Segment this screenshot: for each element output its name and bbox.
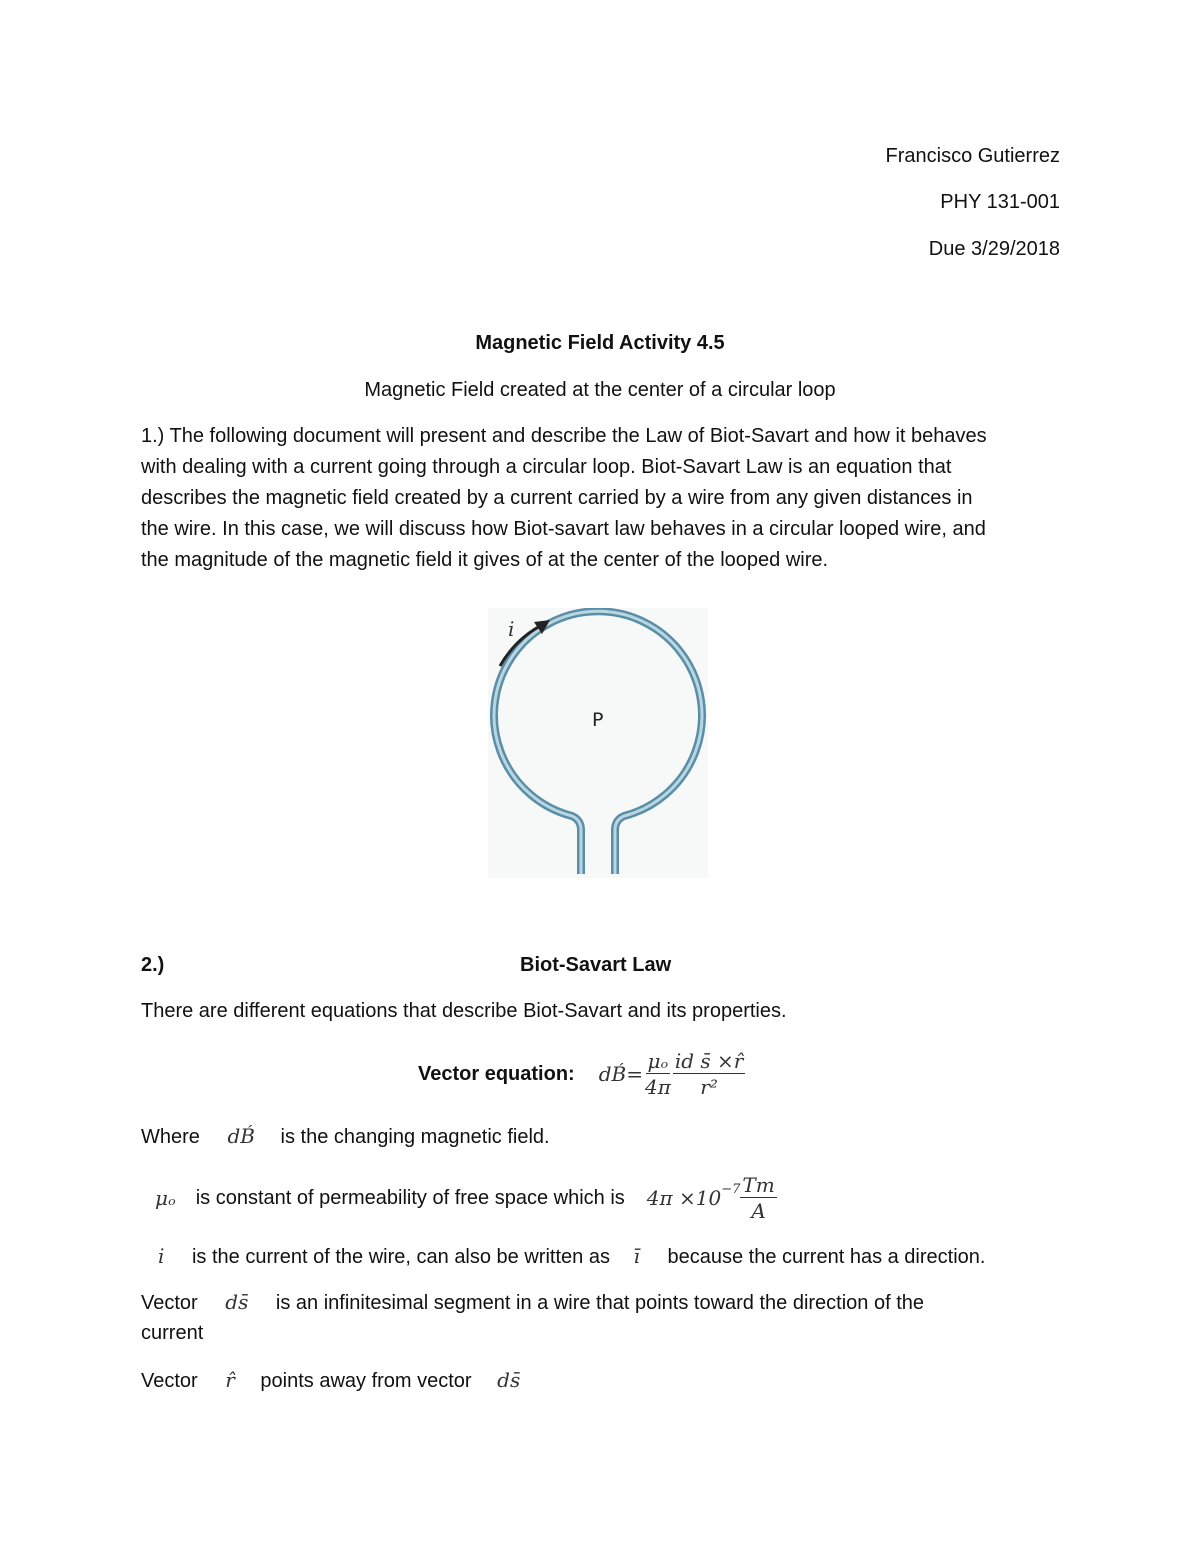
equation-num2: id s̄ ×r̂ [674,1049,744,1073]
loop-diagram [488,608,708,878]
ds-symbol: ds̄ [225,1290,249,1314]
due-date: Due 3/29/2018 [928,238,1060,260]
page-subtitle: Magnetic Field created at the center of a circular loop [364,379,836,401]
author-name: Francisco Gutierrez [885,145,1060,167]
ds-description: is an infinitesimal segment in a wire that points toward the direction of the [275,1292,925,1314]
r-line [141,1365,520,1397]
current-line [158,1241,985,1273]
mu-unit-fraction [740,1175,776,1221]
section1-line: 1.) The following document will present and describe the Law of Biot-Savart and how it behaves [141,425,987,447]
section1-line: describes the magnetic field created by a current carried by a wire from any given distances in [141,487,973,509]
r-description: points away from vector [260,1370,472,1392]
current-label: i [508,617,515,641]
where-db-line [141,1121,550,1153]
circular-loop-figure [488,608,708,878]
equation-den1: 4π [644,1075,671,1099]
mu-unit-den: A [751,1199,766,1223]
i-description: is the current of the wire, can also be written as [191,1246,610,1268]
mu-description: is constant of permeability of free space which is [195,1186,625,1209]
ds-symbol-2: ds̄ [497,1368,521,1392]
where-word: Where [141,1126,200,1148]
mu-unit-num: Tm [742,1173,775,1197]
r-symbol: r̂ [225,1368,235,1392]
ds-description-continued: current [141,1322,204,1344]
equation-fraction-vector [673,1051,746,1097]
db-symbol: dB́ [227,1124,255,1148]
mu-exponent: −7 [721,1182,741,1197]
equation-fraction-constant [643,1051,673,1097]
mu-value: 4π ×10 [646,1185,722,1210]
section2-intro: There are different equations that describe Biot-Savart and its properties. [141,1000,787,1022]
section1-paragraph [141,421,1061,576]
vector-equation-label: Vector equation: [418,1062,575,1085]
section1-line: with dealing with a current going through a circular loop. Biot-Savart Law is an equation that [141,456,952,478]
page-title: Magnetic Field Activity 4.5 [475,332,725,354]
section2-heading: Biot-Savart Law [520,954,672,976]
mu-symbol: μₒ [155,1185,176,1210]
i-description-2: because the current has a direction. [667,1246,986,1268]
vector-word-2: Vector [141,1370,198,1392]
vector-equation-row [418,1044,745,1104]
equation-lhs: dB́= [598,1061,643,1086]
section1-line: the magnitude of the magnetic field it gives of at the center of the looped wire. [141,549,829,571]
i-symbol: i [158,1244,165,1268]
i-vector-symbol: ī [633,1244,640,1268]
vector-word: Vector [141,1292,198,1314]
section2-number: 2.) [141,954,165,976]
equation-num1: μₒ [647,1049,669,1073]
mu-line [155,1170,777,1226]
course-code: PHY 131-001 [940,191,1060,213]
center-point-label: P [592,709,604,731]
section1-line: the wire. In this case, we will discuss how Biot-savart law behaves in a circular looped wire, and [141,518,986,540]
db-description: is the changing magnetic field. [280,1126,550,1148]
equation-den2: r² [700,1075,718,1099]
ds-line [141,1287,924,1319]
